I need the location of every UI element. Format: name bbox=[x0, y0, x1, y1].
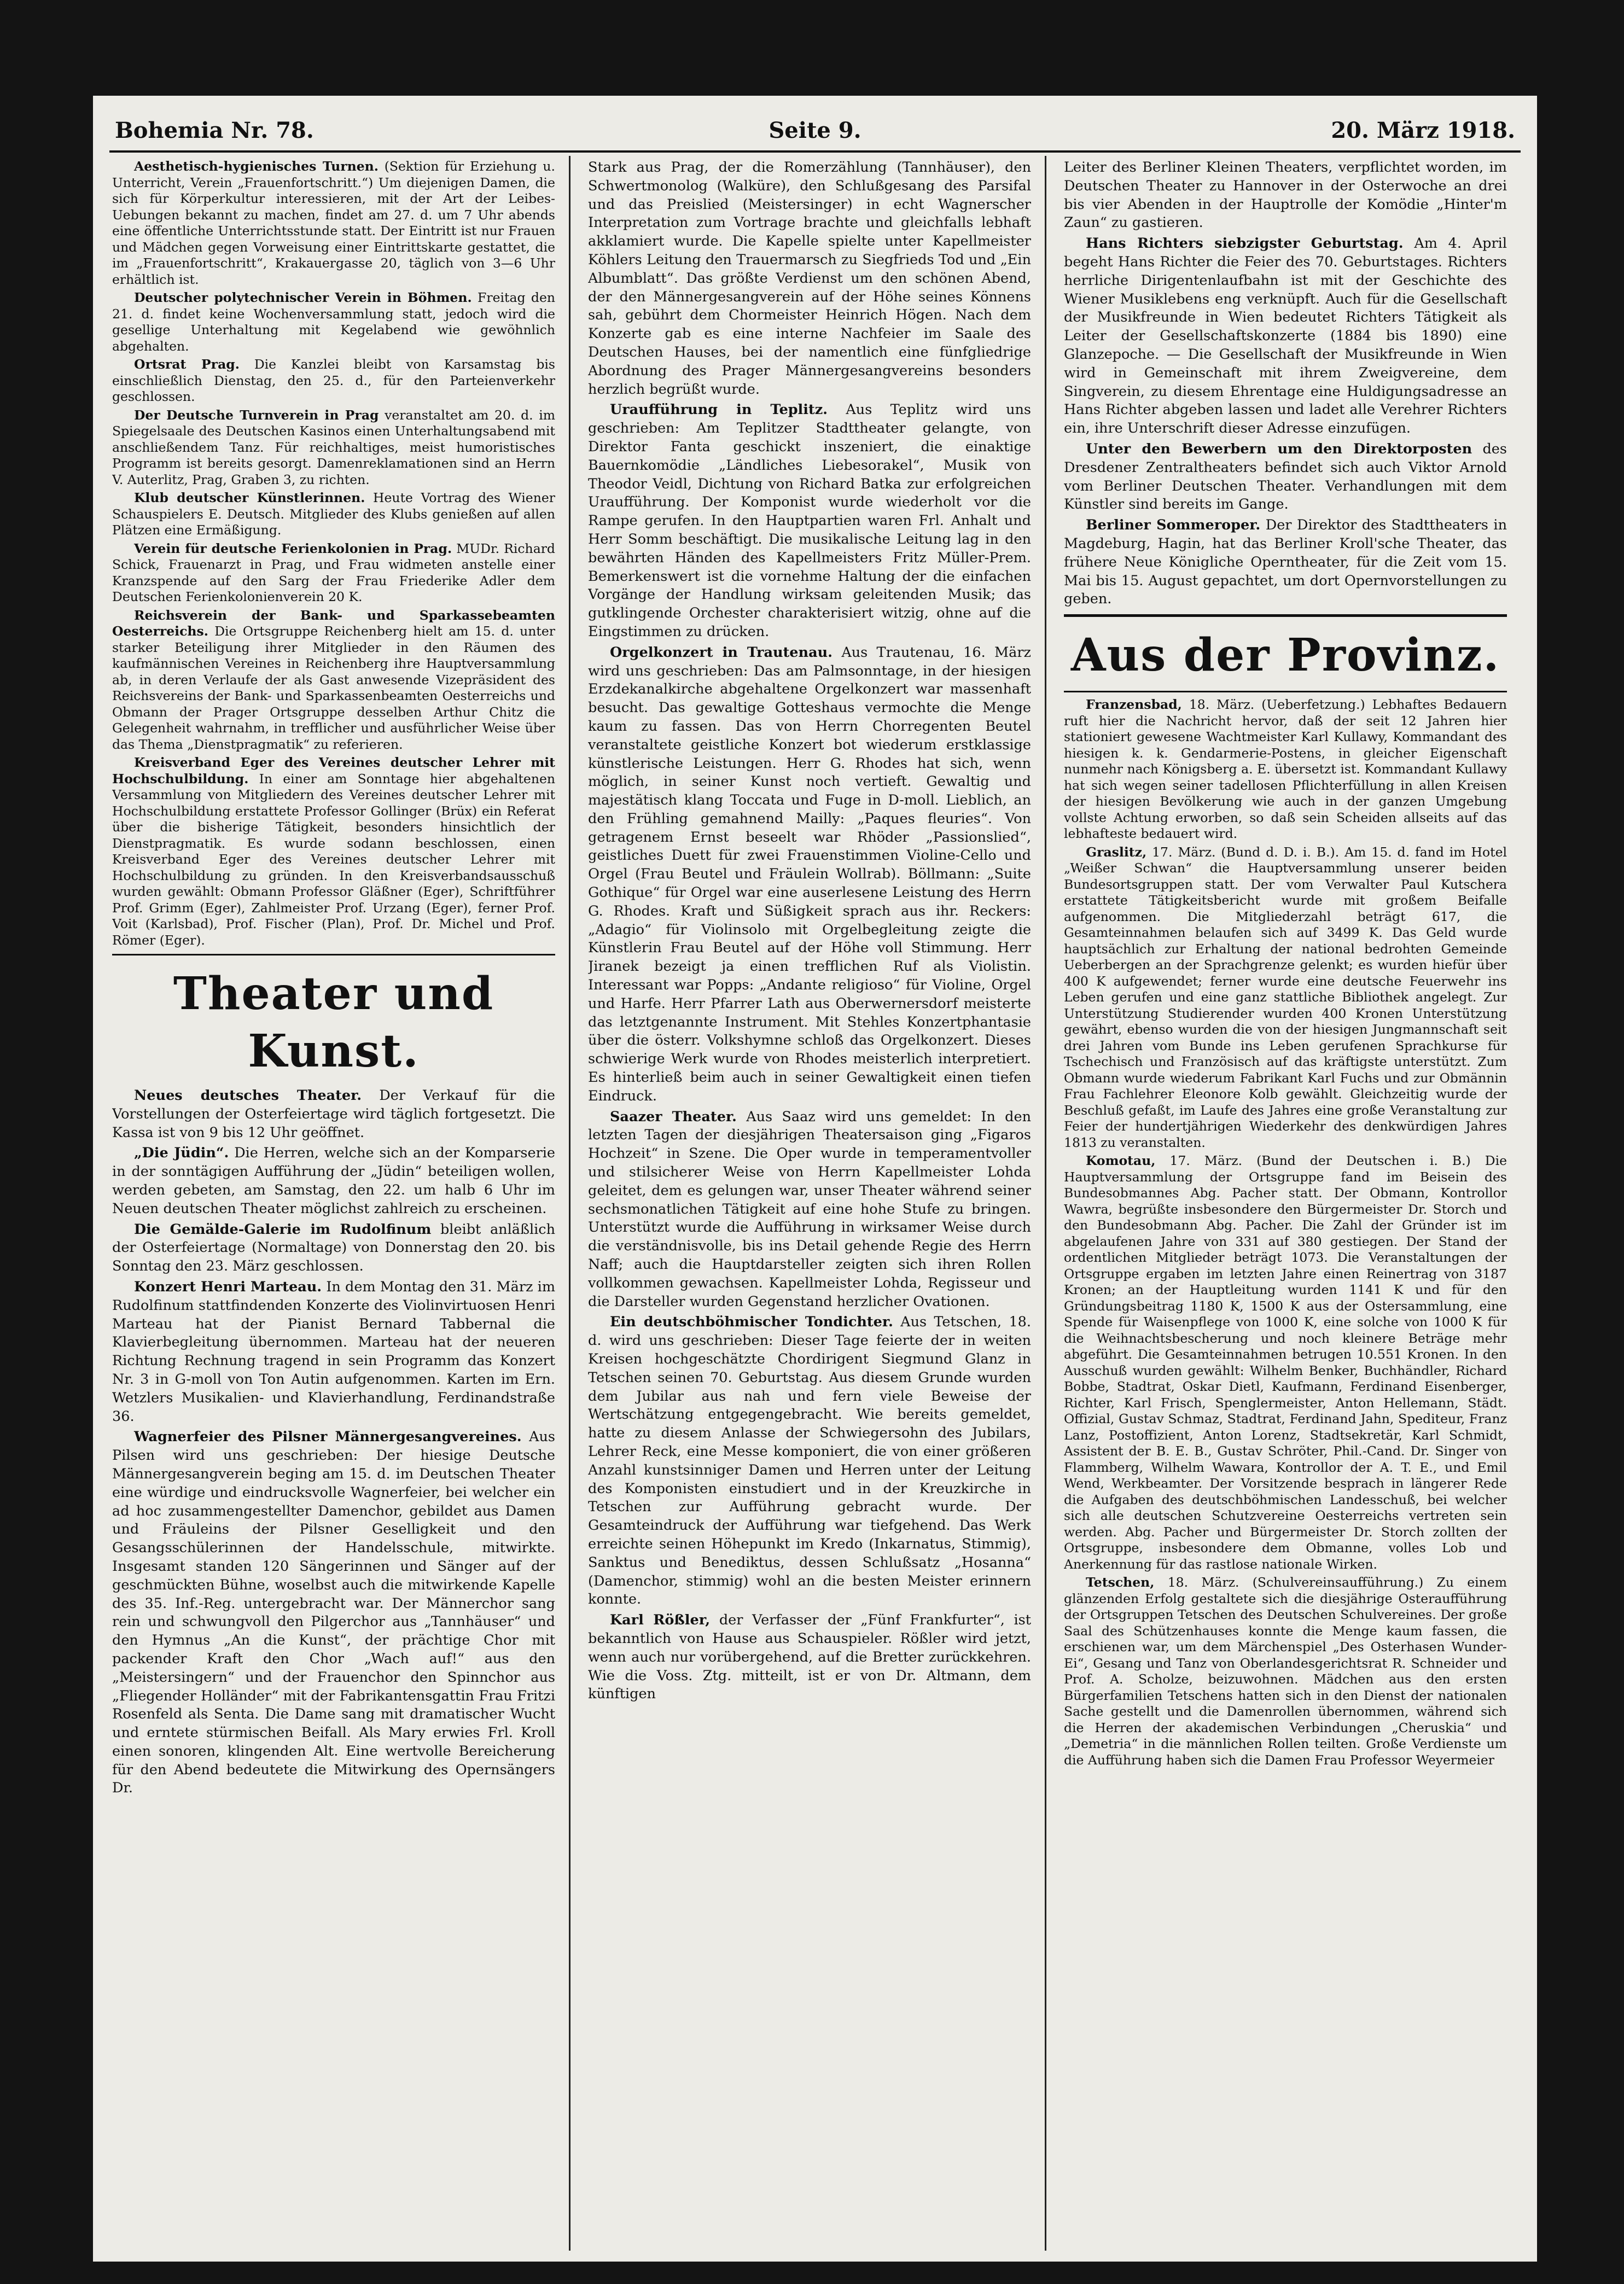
article-title: Die Gemälde-Galerie im Rudolfinum bbox=[134, 1221, 432, 1238]
article bbox=[112, 407, 555, 488]
article-title: Reichsverein der Bank- und Sparkassebeamten Oesterreichs. bbox=[112, 607, 555, 639]
article bbox=[112, 490, 555, 539]
article-title: „Die Jüdin“. bbox=[134, 1145, 229, 1162]
article bbox=[1064, 697, 1507, 842]
article-text: Die Herren, welche sich an der Komparserie in der sonntägigen Aufführung der „Jüdin“ beteiligen wollen, werden gebeten, am Samstag, den 22. um halb 6 Uhr im Neuen deutschen Theater möglichst zahlreich zu erscheinen. bbox=[112, 1145, 555, 1217]
article-text: Die Ortsgruppe Reichenberg hielt am 15. d. unter starker Beteiligung ihrer Mitglieder in den Räumen des kaufmännischen Vereines in Reichenberg ihre Hauptversammlung ab, in deren Verlaufe der als Gast anwesende Vizepräsident des Reichsvereins der Bank- und Sparkassenbeamten Oesterreichs und Obmann der Prager Ortsgruppe desselben Arthur Chitz die Gelegenheit wahrnahm, in trefflicher und ausführlicher Weise über das Thema „Dienstpragmatik“ zu referieren. bbox=[112, 624, 555, 752]
page-header bbox=[115, 112, 1515, 153]
article bbox=[112, 1087, 555, 1142]
header-rule bbox=[109, 150, 1521, 153]
section-title-provinz: Aus der Provinz. bbox=[1070, 629, 1500, 682]
article-title: Kreisverband Eger des Vereines deutscher Lehrer mit Hochschulbildung. bbox=[112, 755, 555, 786]
section-rule bbox=[1064, 691, 1507, 692]
article-title: Berliner Sommeroper. bbox=[1086, 517, 1261, 534]
article-title: Verein für deutsche Ferienkolonien in Prag. bbox=[134, 540, 452, 556]
issue-date: 20. März 1918. bbox=[1331, 118, 1515, 143]
article bbox=[1064, 1575, 1507, 1768]
article-text: In dem Montag den 31. März im Rudolfinum stattfindenden Konzerte des Violinvirtuosen Henri Marteau hat der Pianist Bernard Tabbernal die Klavierbegleitung übernommen. Marteau hat der neueren Richtung Rechnung tragend in sein Programm das Konzert Nr. 3 in G-moll von Ton Autin aufgenommen. Karten im Ern. Wetzlers Musikalien- und Klavierhandlung, Ferdinandstraße 36. bbox=[112, 1278, 555, 1425]
article-title: Der Deutsche Turnverein in Prag bbox=[134, 407, 379, 423]
article-title: Klub deutscher Künstlerinnen. bbox=[134, 490, 365, 505]
column-separator bbox=[1045, 156, 1046, 2251]
article-text: 17. März. (Bund der Deutschen i. B.) Die Hauptversammlung der Ortsgruppe fand im Beisein des Bundesobmannes Abg. Pacher statt. Der Obmann, Kontrollor Wawra, begrüßte insbesondere den Bürgermeister Dr. Storch und den Bundesobmann Abg. Pacher. Die Zahl der Gründer ist im abgelaufenen Jahre von 331 auf 380 gestiegen. Der Stand der ordentlichen Mitglieder beträgt 1073. Die Veranstaltungen der Ortsgruppe ergaben im letzten Jahre einen Reinertrag von 3187 Kronen; an der Hauptleitung wurden 1141 K und für den Gründungsbeitrag 1180 K, 1500 K aus der Ostersammlung, eine Spende für Waisenpflege von 1000 K, eine solche von 1000 K für die Weihnachtsbescherung und noch kleinere Beträge mehr abgeführt. Die Gesamteinnahmen betrugen 10.551 Kronen. In den Ausschuß wurden gewählt: Wilhelm Benker, Buchhändler, Richard Bobbe, Stadtrat, Oskar Dietl, Kaufmann, Ferdinand Eisenberger, Richter, Karl Frisch, Spenglermeister, Anton Hellemann, Städt. Offizial, Gustav Schmaz, Stadtrat, Ferdinand Jahn, Spediteur, Franz Lanz, Postoffizient, Anton Lorenz, Stadtsekretär, Karl Schmidt, Assistent der B. E. B., Gustav Schröter, Phil.-Cand. Dr. Singer von Flammberg, Wilhelm Wawara, Kontrollor der A. T. E., und Emil Wend, Werkbeamter. Der Vorsitzende besprach in längerer Rede die Aufgaben des deutschböhmischen Landesschuß, bei welcher sich alle deutschen Schutzvereine Oesterreichs vertreten sein werden. Abg. Pacher und Bürgermeister Dr. Storch zollten der Ortsgruppe, insbesondere dem Obmanne, volles Lob und Anerkennung für das rastlose nationale Wirken. bbox=[1064, 1153, 1507, 1572]
article-title: Uraufführung in Teplitz. bbox=[610, 401, 828, 418]
article-title: Deutscher polytechnischer Verein in Böhmen. bbox=[134, 290, 472, 305]
article-title: Hans Richters siebzigster Geburtstag. bbox=[1086, 235, 1404, 252]
article-text: 17. März. (Bund d. D. i. B.). Am 15. d. fand im Hotel „Weißer Schwan“ die Hauptversammlung unserer beiden Bundesortsgruppen statt. Der vom Verwalter Paul Kutschera erstattete Tätigkeitsbericht wurde mit großem Beifalle aufgenommen. Die Mitgliederzahl beträgt 617, die Gesamteinnahmen belaufen sich auf 3499 K. Das Geld wurde hauptsächlich zur Erhaltung der national bedrohten Gemeinde Ueberbergen an der Sprachgrenze gelenkt; es wurden hiefür über 400 K aufgewendet; ferner wurde eine deutsche Feuerwehr ins Leben gerufen und eine ganz stattliche Bibliothek angelegt. Zur Unterstützung Studierender wurden 400 Kronen Unterstützung gewährt, ebenso wurden die von der hiesigen Jungmannschaft seit drei Jahren vom Bunde ins Leben gerufenen Sprachkurse für Tschechisch und Französisch auf das kräftigste unterstützt. Zum Obmann wurde wiederum Fabrikant Karl Fuchs und zur Obmännin Frau Fachlehrer Eleonore Kolb gewählt. Gleichzeitig wurde der Beschluß gefaßt, im Laufe des Jahres eine große Veranstaltung zur Feier der hundertjährigen Wiederkehr des denkwürdigen Jahres 1813 zu veranstalten. bbox=[1064, 844, 1507, 1150]
article-text: veranstaltet am 20. d. im Spiegelsaale des Deutschen Kasinos einen Unterhaltungsabend mit anschließendem Tanz. Für reichhaltiges, meist humoristisches Programm ist bereits gesorgt. Damenreklamationen sind an Herrn V. Auterlitz, Prag, Graben 3, zu richten. bbox=[112, 407, 555, 487]
article bbox=[1064, 235, 1507, 438]
article-title: Karl Rößler, bbox=[610, 1612, 711, 1629]
column-1 bbox=[112, 159, 555, 2248]
article-text: bleibt anläßlich der Osterfeiertage (Normaltage) von Donnerstag den 20. bis Sonntag den 23. März geschlossen. bbox=[112, 1221, 555, 1275]
article-text: 18. März. (Schulvereinsaufführung.) Zu einem glänzenden Erfolg gestaltete sich die diesjährige Osteraufführung der Ortsgruppen Tetschen des Deutschen Schulvereines. Der große Saal des Schützenhauses konnte die Menge kaum fassen, die erschienen war, um dem Märchenspiel „Des Osterhasen Wunder-Ei“, Gesang und Tanz von Oberlandesgerichtsrat R. Schneider und Prof. A. Scholze, beizuwohnen. Mädchen aus den ersten Bürgerfamilien Tetschens hatten sich in den Dienst der nationalen Sache gestellt und die Damenrollen übernommen, während sich die Herren der akademischen Verbindungen „Cheruskia“ und „Demetria“ in die männlichen Rollen teilten. Große Verdienste um die Aufführung haben sich die Damen Frau Professor Weyermeier bbox=[1064, 1575, 1507, 1768]
article-title: Unter den Bewerbern um den Direktorposten bbox=[1086, 440, 1472, 457]
article bbox=[112, 1144, 555, 1218]
article-title: Ortsrat Prag. bbox=[134, 357, 240, 372]
column-separator bbox=[569, 156, 571, 2251]
article-text: Aus Teplitz wird uns geschrieben: Am Teplitzer Stadttheater gelangte, von Direktor Fanta geschickt inszeniert, die einaktige Bauernkomödie „Ländliches Liebesorakel“, Musik von Theodor Veidl, Dichtung von Richard Batka zur erfolgreichen Uraufführung. Der Komponist wurde wiederholt vor die Rampe gerufen. In den Hauptpartien waren Frl. Anhalt und Herr Somm beschäftigt. Die musikalische Leitung lag in den bewährten Händen des Kapellmeisters Fritz Müller-Prem. Bemerkenswert ist die vornehme Haltung der die einfachen Vorgänge der Handlung wirksam geleitenden Musik; das gutklingende Orchester charakterisiert witzig, ohne auf die Eingstimmen zu drücken. bbox=[588, 401, 1031, 640]
article-title: Tetschen, bbox=[1086, 1575, 1155, 1590]
article-title: Aesthetisch-hygienisches Turnen. bbox=[134, 159, 379, 174]
section-title-theater: Theater und Kunst. bbox=[173, 968, 494, 1077]
article-text: Der Verkauf für die Vorstellungen der Osterfeiertage wird täglich fortgesetzt. Die Kassa ist von 9 bis 12 Uhr geöffnet. bbox=[112, 1087, 555, 1141]
article bbox=[112, 357, 555, 405]
article-text: Heute Vortrag des Wiener Schauspielers E. Deutsch. Mitglieder des Klubs genießen auf allen Plätzen eine Ermäßigung. bbox=[112, 490, 555, 538]
article bbox=[1064, 516, 1507, 609]
article bbox=[1064, 844, 1507, 1151]
article bbox=[588, 1313, 1031, 1609]
section-rule bbox=[1064, 614, 1507, 617]
article-text: Die Kanzlei bleibt von Karsamstag bis einschließlich Dienstag, den 25. d., für den Parteienverkehr geschlossen. bbox=[112, 357, 555, 404]
article bbox=[112, 159, 555, 288]
issue-number: Bohemia Nr. 78. bbox=[115, 118, 314, 143]
article bbox=[1064, 440, 1507, 514]
article-text: (Sektion für Erziehung u. Unterricht, Verein „Frauenfortschritt.“) Um diejenigen Damen, die sich für Körperkultur interessieren, mit der Art der Leibes-Uebungen bekannt zu machen, findet am 27. d. um 7 Uhr abends eine öffentliche Unterrichtsstunde statt. Der Eintritt ist nur Frauen und Mädchen gegen Vorweisung einer Eintrittskarte gestattet, die im „Frauenfortschritt“, Krakauergasse 20, täglich von 3—6 Uhr erhältlich ist. bbox=[112, 159, 555, 287]
article-text: Freitag den 21. d. findet keine Wochenversammlung statt, jedoch wird die gesellige Unterhaltung mit Kegelabend wie gewöhnlich abgehalten. bbox=[112, 290, 555, 354]
article-title: Graslitz, bbox=[1086, 844, 1147, 860]
article bbox=[112, 608, 555, 753]
article-text: Aus Trautenau, 16. März wird uns geschrieben: Das am Palmsonntage, in der hiesigen Erzdekanalkirche abgehaltene Orgelkonzert war massenhaft besucht. Das gewaltige Gotteshaus vermochte die Menge kaum zu fassen. Das von Herrn Chorregenten Beutel veranstaltete geistliche Konzert bot wiederum erstklassige künstlerische Leistungen. Herr G. Rhodes hat sich, wenn möglich, in seiner Kunst noch vertieft. Gewaltig und majestätisch klang Toccata und Fuge in D-moll. Lieblich, an den Frühling gemahnend Mailly: „Paques fleuries“. Von getragenem Ernst beseelt war Rhöder „Passionslied“, geistliches Duett für zwei Frauenstimmen Violine-Cello und Orgel (Frau Beutel und Fräulein Wollrab). Böllmann: „Suite Gothique“ für Orgel war eine auserlesene Leistung des Herrn G. Rhodes. Kraft und Süßigkeit sprach aus ihr. Reckers: „Adagio“ für Violinsolo mit Orgelbegleitung zeigte die Künstlerin Frau Beutel auf der Höhe voll Stimmung. Herr Jiranek bezeigt ja einen trefflichen Ruf als Violistin. Interessant war Popps: „Andante religioso“ für Violine, Orgel und Harfe. Herr Pfarrer Lath aus Oberwernersdorf meisterte das letztgenannte Instrument. Mit Stehles Konzertphantasie über die österr. Volkshymne schloß das Orgelkonzert. Dieses schwierige Werk wurde von Rhodes meisterlich interpretiert. Es hinterließ beim auch in seiner Gewaltigkeit einen tiefen Eindruck. bbox=[588, 644, 1031, 1104]
article bbox=[588, 1611, 1031, 1704]
article-title: Saazer Theater. bbox=[610, 1108, 737, 1125]
article-title: Komotau, bbox=[1086, 1153, 1156, 1169]
article-title: Wagnerfeier des Pilsner Männergesangvereines. bbox=[134, 1429, 522, 1446]
article-text: MUDr. Richard Schick, Frauenarzt in Prag, und Frau widmeten anstelle einer Kranzspende auf den Sarg der Frau Friederike Adler dem Deutschen Ferienkolonienverein 20 K. bbox=[112, 540, 555, 604]
article-text: 18. März. (Ueberfetzung.) Lebhaftes Bedauern ruft hier die Nachricht hervor, daß der seit 12 Jahren hier stationiert gewesene Wachtmeister Karl Kullawy, Kommandant des hiesigen k. k. Gendarmerie-Postens, in gleicher Eigenschaft nunmehr nach Königsberg a. E. übersetzt ist. Kommandant Kullawy hat sich wegen seiner tadellosen Pflichterfüllung in allen Kreisen der hiesigen Bevölkerung wie auch in der ganzen Umgebung vollste Achtung erworben, so daß sein Scheiden allseits auf das lebhafteste bedauert wird. bbox=[1064, 697, 1507, 842]
article bbox=[112, 755, 555, 948]
article-text: Der Direktor des Stadttheaters in Magdeburg, Hagin, hat das Berliner Kroll'sche Theater, das frühere Neue Königliche Operntheater, für die Zeit vom 15. Mai bis 15. August gepachtet, um dort Opernvorstellungen zu geben. bbox=[1064, 517, 1507, 608]
article-title: Neues deutsches Theater. bbox=[134, 1087, 362, 1104]
article bbox=[112, 541, 555, 605]
article bbox=[588, 1108, 1031, 1312]
article bbox=[112, 290, 555, 354]
article-text: In einer am Sonntage hier abgehaltenen Versammlung von Mitgliedern des Vereines deutscher Lehrer mit Hochschulbildung erstattete Professor Gollinger (Brüx) ein Referat über die bisherige Tätigkeit, besonders hinsichtlich der Dienstpragmatik. Es wurde sodann beschlossen, einen Kreisverband Eger des Vereines deutscher Lehrer mit Hochschulbildung zu gründen. In den Kreisverbandsausschuß wurden gewählt: Obmann Professor Gläßner (Eger), Schriftführer Prof. Grimm (Eger), Zahlmeister Prof. Urzang (Eger), ferner Prof. Voit (Karlsbad), Prof. Fischer (Plan), Prof. Dr. Michel und Prof. Römer (Eger). bbox=[112, 771, 555, 948]
article-title: Orgelkonzert in Trautenau. bbox=[610, 644, 833, 661]
article-text: der Verfasser der „Fünf Frankfurter“, ist bekanntlich von Hause aus Schauspieler. Rößler wird jetzt, wenn auch nur vorübergehend, auf die Bretter zurückkehren. Wie die Voss. Ztg. mitteilt, ist er von Dr. Altmann, dem künftigen bbox=[588, 1612, 1031, 1703]
article-title: Franzensbad, bbox=[1086, 697, 1182, 713]
article-text: des Dresdener Zentraltheaters befindet sich auch Viktor Arnold vom Berliner Deutschen Theater. Verhandlungen mit dem Künstler sind bereits im Gange. bbox=[1064, 440, 1507, 513]
article-text: Stark aus Prag, der die Romerzählung (Tannhäuser), den Schwertmonolog (Walküre), den Schlußgesang des Parsifal und das Preislied (Meistersinger) in echt Wagnerscher Interpretation zum Vortrage brachte und gleichfalls lebhaft akklamiert wurde. Die Kapelle spielte unter Kapellmeister Köhlers Leitung den Trauermarsch zu Siegfrieds Tod und „Ein Albumblatt“. Das größte Verdienst um den schönen Abend, der den Männergesangverein auf der Höhe seines Könnens sah, gebührt dem Chormeister Heinrich Högen. Nach dem Konzerte gab es eine interne Nachfeier im Saale des Deutschen Hauses, bei der namentlich eine fünfgliedrige Abordnung des Prager Männergesangvereins besonders herzlich begrüßt wurde. bbox=[588, 159, 1031, 398]
article bbox=[112, 1278, 555, 1426]
article-text: Aus Pilsen wird uns geschrieben: Der hiesige Deutsche Männergesangverein beging am 15. d. im Deutschen Theater eine würdige und eindrucksvolle Wagnerfeier, bei welcher ein ad hoc zusammengestellter Damenchor, gebildet aus Damen und Fräuleins der Pilsner Geselligkeit und den Gesangsschülerinnen der Handelsschule, mitwirkte. Insgesamt standen 120 Sängerinnen und Sänger auf der geschmückten Bühne, woselbst auch die mitwirkende Kapelle des 35. Inf.-Reg. untergebracht war. Der Männerchor sang rein und schwungvoll den Pilgerchor aus „Tannhäuser“ und den Hymnus „An die Kunst“, der prächtige Chor mit packender Kraft den Chor „Wach auf!“ aus den „Meistersingern“ und der Frauenchor den Spinnchor aus „Fliegender Holländer“ mit der Fabrikantensgattin Frau Fritzi Rosenfeld als Senta. Die Dame sang mit dramatischer Wucht und erntete stürmischen Beifall. Als Mary erwies Frl. Kroll einen sonoren, klingenden Alt. Eine wertvolle Bereicherung für den Abend bedeutete die Mitwirkung des Opernsängers Dr. bbox=[112, 1429, 555, 1797]
section-rule bbox=[112, 954, 555, 955]
article-text: Am 4. April begeht Hans Richter die Feier des 70. Geburtstages. Richters herrliche Dirigentenlaufbahn ist mit der Geschichte des Wiener Musiklebens eng verknüpft. Auch für die Gesellschaft der Musikfreunde in Wien bedeutet Richters Tätigkeit als Leiter der Gesellschaftskonzerte (1884 bis 1890) eine Glanzepoche. — Die Gesellschaft der Musikfreunde in Wien wird in Gemeinschaft mit ihrem Zweigvereine, dem Singverein, zu diesem Ehrentage eine Huldigungsadresse an Hans Richter abgeben lassen und ladet alle Verehrer Richters ein, ihre Unterschrift dieser Adresse einzufügen. bbox=[1064, 235, 1507, 437]
article bbox=[588, 401, 1031, 641]
column-3 bbox=[1064, 159, 1507, 2248]
article-text: Leiter des Berliner Kleinen Theaters, verpflichtet worden, im Deutschen Theater zu Hannover in der Osterwoche an drei bis vier Abenden in der Hauptrolle der Komödie „Hinter'm Zaun“ zu gastieren. bbox=[1064, 159, 1507, 231]
article bbox=[588, 644, 1031, 1106]
article-text: Aus Saaz wird uns gemeldet: In den letzten Tagen der diesjährigen Theatersaison ging „Figaros Hochzeit“ in Szene. Die Oper wurde in temperamentvoller und stilsicherer Weise von Herrn Kapellmeister Lohda geleitet, dem es gelungen war, unser Theater während seiner sechsmonatlichen Tätigkeit auf eine hohe Stufe zu bringen. Unterstützt wurde die Aufführung in wirksamer Weise durch die verständnisvolle, bis ins Detail gehende Regie des Herrn Naff; auch die Hauptdarsteller zeigten sich ihren Rollen vollkommen gewachsen. Kapellmeister Lohda, Regisseur und die Darsteller wurden Gegenstand herzlicher Ovationen. bbox=[588, 1108, 1031, 1310]
article bbox=[112, 1221, 555, 1276]
article-continuation bbox=[588, 159, 1031, 399]
article bbox=[112, 1428, 555, 1798]
article-title: Ein deutschböhmischer Tondichter. bbox=[610, 1314, 893, 1331]
article-continuation bbox=[1064, 159, 1507, 232]
page-number: Seite 9. bbox=[769, 118, 862, 143]
newspaper-page bbox=[93, 96, 1537, 2262]
article-text: Aus Tetschen, 18. d. wird uns geschrieben: Dieser Tage feierte der in weiten Kreisen hochgeschätzte Chordirigent Siegmund Glanz in Tetschen seinen 70. Geburtstag. Aus diesem Grunde wurden dem Jubilar aus nah und fern viele Beweise der Wertschätzung entgegengebracht. Wie bereits gemeldet, hatte zu diesem Anlasse der Schwiegersohn des Jubilars, Lehrer Reck, eine Messe komponiert, die von einer größeren Anzahl kunstsinniger Damen und Herren unter der Leitung des Komponisten einstudiert und in der Kreuzkirche in Tetschen zur Aufführung gebracht wurde. Der Gesamteindruck der Aufführung war tiefgehend. Das Werk erreichte seinen Höhepunkt im Kredo (Inkarnatus, Stimmig), Sanktus und Benediktus, dessen Schlußsatz „Hosanna“ (Damenchor, stimmig) wohl an die besten Meister erinnern konnte. bbox=[588, 1314, 1031, 1608]
article bbox=[1064, 1153, 1507, 1572]
column-2 bbox=[588, 159, 1031, 2248]
article-title: Konzert Henri Marteau. bbox=[134, 1278, 322, 1295]
